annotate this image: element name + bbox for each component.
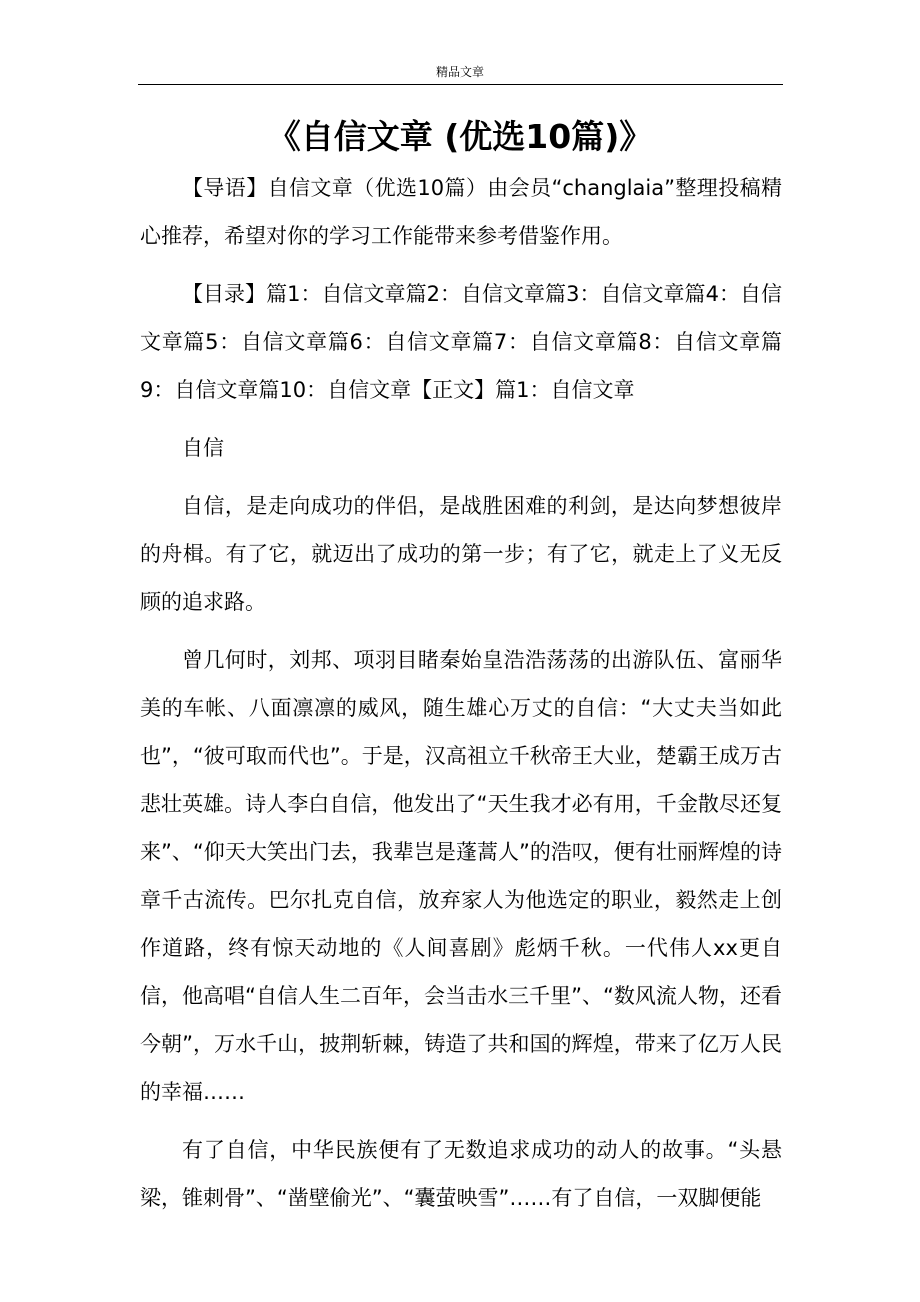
header-divider [138, 84, 783, 85]
document-body [140, 164, 782, 1232]
intro-paragraph: 【导语】自信文章（优选10篇）由会员“changlaia”整理投稿精心推荐，希望对你的学习工作能带来参考借鉴作用。 [140, 176, 782, 248]
body-paragraph: 自信，是走向成功的伴侣，是战胜困难的利剑，是达向梦想彼岸的舟楫。有了它，就迈出了成功的第一步；有了它，就走上了义无反顾的追求路。 [140, 494, 782, 614]
page-header-label: 精品文章 [435, 65, 484, 79]
body-paragraph: 曾几何时，刘邦、项羽目睹秦始皇浩浩荡荡的出游队伍、富丽华美的车帐、八面凛凛的威风，随生雄心万丈的自信：“大丈夫当如此也”，“彼可取而代也”。于是，汉高祖立千秋帝王大业，楚霸王成万古悲壮英雄。诗人李白自信，他发出了“天生我才必有用，千金散尽还复来”、“仰天大笑出门去，我辈岂是蓬蒿人”的浩叹，便有壮丽辉煌的诗章千古流传。巴尔扎克自信，放弃家人为他选定的职业，毅然走上创作道路，终有惊天动地的《人间喜剧》彪炳千秋。一代伟人xx更自信，他高唱“自信人生二百年，会当击水三千里”、“数风流人物，还看今朝”，万水千山，披荆斩棘，铸造了共和国的辉煌，带来了亿万人民的幸福…… [140, 648, 782, 1104]
document-title: 《自信文章 (优选10篇)》 [267, 117, 653, 156]
section-heading: 自信 [182, 436, 224, 460]
table-of-contents-paragraph: 【目录】篇1：自信文章篇2：自信文章篇3：自信文章篇4：自信文章篇5：自信文章篇6：自信文章篇7：自信文章篇8：自信文章篇9：自信文章篇10：自信文章【正文】篇1：自信文章 [140, 282, 782, 402]
body-paragraph: 有了自信，中华民族便有了无数追求成功的动人的故事。“头悬梁，锥刺骨”、“凿壁偷光”、“囊萤映雪”……有了自信，一双脚便能 [140, 1138, 782, 1210]
